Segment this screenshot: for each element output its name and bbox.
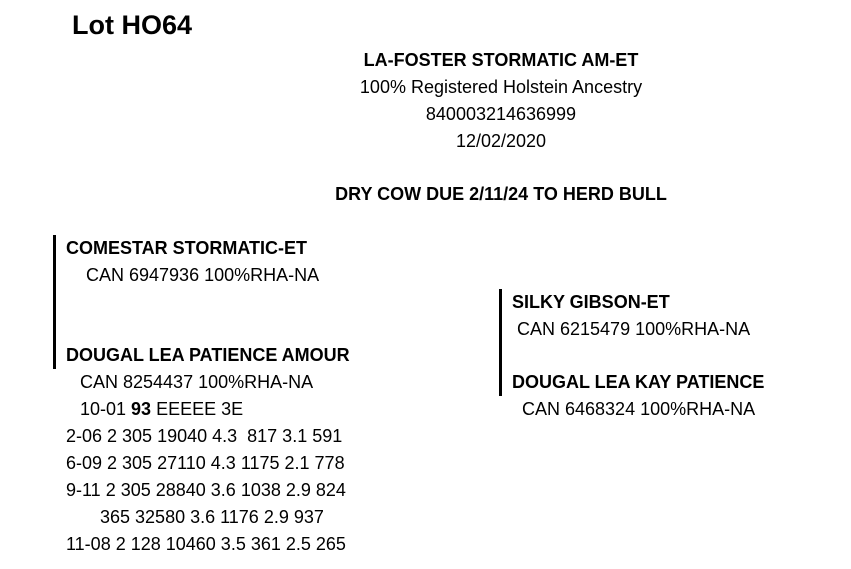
classification-age: 10-01 (80, 399, 132, 419)
production-record: 365 32580 3.6 1176 2.9 937 (100, 507, 324, 527)
dam-classification (80, 396, 243, 423)
dam-name: DOUGAL LEA PATIENCE AMOUR (66, 345, 350, 365)
lot-title: Lot HO64 (72, 10, 193, 40)
animal-name: LA-FOSTER STORMATIC AM-ET (363, 50, 639, 70)
maternal-granddam-name: DOUGAL LEA KAY PATIENCE (512, 372, 765, 392)
classification-grades: EEEEE 3E (151, 399, 244, 419)
production-record: 11-08 2 128 10460 3.5 361 2.5 265 (66, 534, 346, 554)
production-record: 2-06 2 305 19040 4.3 817 3.1 591 (66, 426, 343, 446)
status-note: DRY COW DUE 2/11/24 TO HERD BULL (335, 184, 667, 204)
animal-id-number: 840003214636999 (425, 104, 577, 124)
animal-birth-date: 12/02/2020 (455, 131, 547, 151)
animal-ancestry: 100% Registered Holstein Ancestry (359, 77, 643, 97)
sire-name: COMESTAR STORMATIC-ET (66, 238, 307, 258)
maternal-grandsire-registration: CAN 6215479 100%RHA-NA (517, 319, 751, 339)
maternal-bracket (499, 289, 502, 396)
production-record: 9-11 2 305 28840 3.6 1038 2.9 824 (66, 480, 346, 500)
maternal-grandsire-name: SILKY GIBSON-ET (512, 292, 670, 312)
classification-score: 93 (131, 399, 152, 419)
sire-dam-bracket (53, 235, 56, 369)
dam-registration: CAN 8254437 100%RHA-NA (80, 372, 314, 392)
sire-registration: CAN 6947936 100%RHA-NA (86, 265, 320, 285)
production-record: 6-09 2 305 27110 4.3 1175 2.1 778 (66, 453, 345, 473)
maternal-granddam-registration: CAN 6468324 100%RHA-NA (522, 399, 756, 419)
